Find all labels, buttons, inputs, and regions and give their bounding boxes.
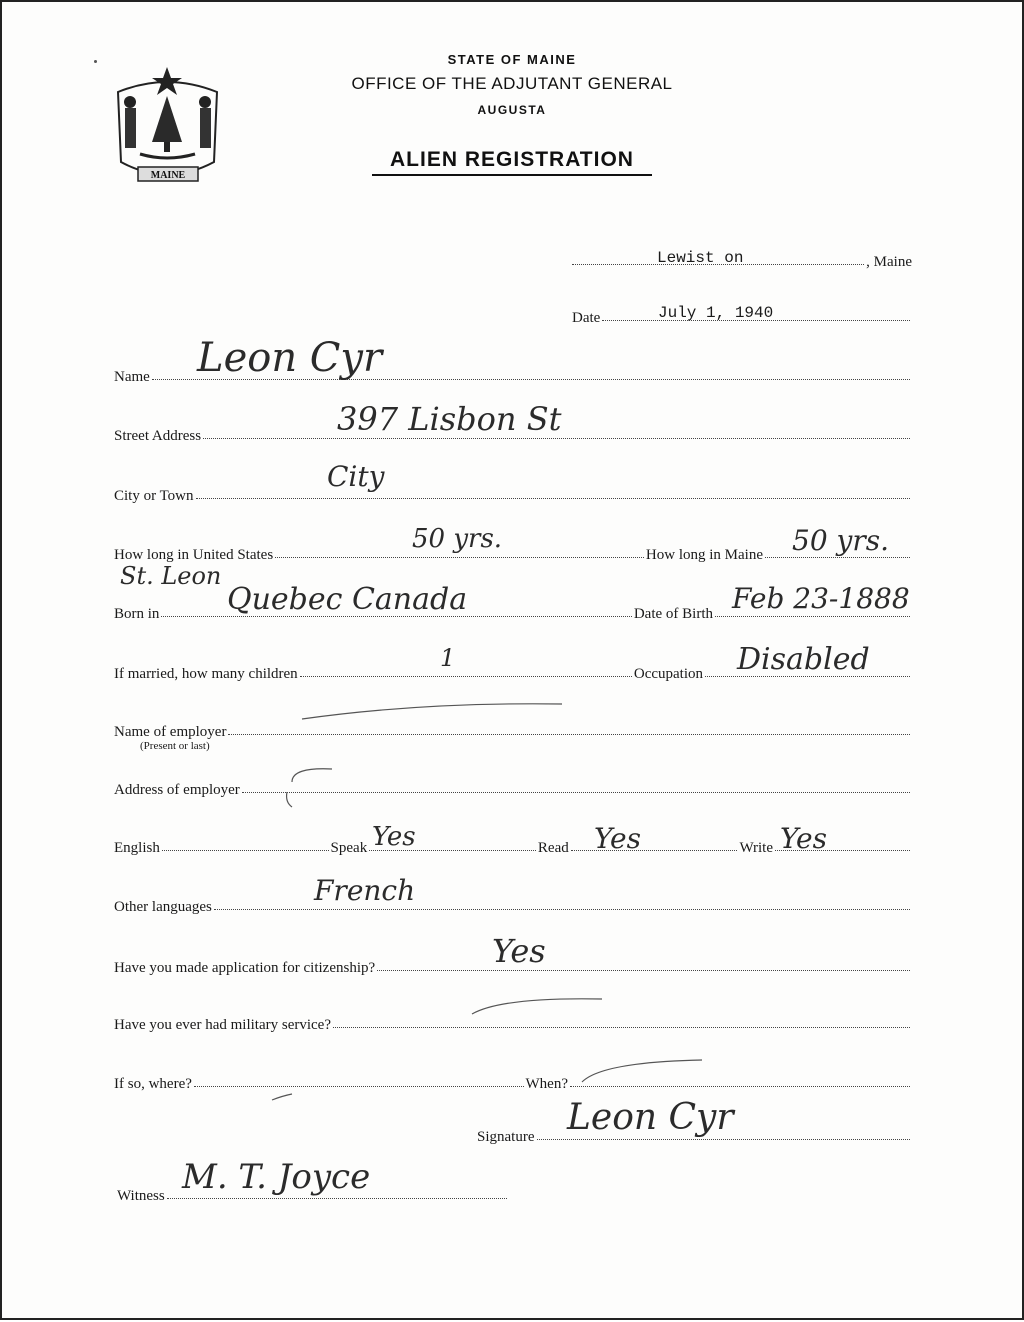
other-languages-value: French bbox=[314, 874, 416, 907]
witness-label: Witness bbox=[117, 1188, 165, 1204]
signature-label: Signature bbox=[477, 1129, 535, 1145]
employer-row bbox=[114, 724, 912, 741]
occupation-value: Disabled bbox=[737, 642, 870, 677]
born-in-label: Born in bbox=[114, 606, 160, 622]
header-office: OFFICE OF THE ADJUTANT GENERAL bbox=[351, 74, 673, 93]
scan-speck bbox=[94, 60, 97, 63]
how-long-us-value: 50 yrs. bbox=[412, 524, 503, 554]
how-long-us-label: How long in United States bbox=[114, 547, 274, 563]
how-long-maine-value: 50 yrs. bbox=[792, 524, 890, 557]
street-label: Street Address bbox=[114, 428, 202, 444]
where-when-row bbox=[114, 1076, 912, 1093]
form-title: ALIEN REGISTRATION bbox=[372, 148, 652, 176]
dob-label: Date of Birth bbox=[633, 606, 713, 622]
employer-label: Name of employer bbox=[114, 724, 227, 740]
speak-value: Yes bbox=[372, 822, 416, 852]
state-of-maine-seal bbox=[110, 62, 225, 192]
citizenship-value: Yes bbox=[492, 932, 546, 970]
military-row bbox=[114, 1017, 912, 1034]
how-long-maine-label: How long in Maine bbox=[645, 547, 763, 563]
maine-label: , Maine bbox=[866, 254, 912, 270]
date-label: Date bbox=[572, 310, 601, 326]
employer-address-label: Address of employer bbox=[114, 782, 240, 798]
occupation-label: Occupation bbox=[633, 666, 703, 682]
read-label: Read bbox=[537, 840, 569, 856]
seal-motto: MAINE bbox=[150, 170, 186, 181]
city-label: City or Town bbox=[114, 488, 194, 504]
read-value: Yes bbox=[594, 822, 641, 855]
when-label: When? bbox=[525, 1076, 568, 1092]
dob-value: Feb 23-1888 bbox=[732, 582, 910, 615]
place-value: Lewist on bbox=[657, 249, 744, 267]
city-value: City bbox=[327, 460, 385, 493]
signature-value: Leon Cyr bbox=[567, 1097, 734, 1138]
employer-address-row bbox=[114, 782, 912, 799]
born-town-value: St. Leon bbox=[120, 562, 222, 590]
children-value: 1 bbox=[440, 644, 456, 672]
witness-value: M. T. Joyce bbox=[182, 1157, 371, 1197]
employer-sub-label: (Present or last) bbox=[140, 740, 210, 752]
english-label: English bbox=[114, 840, 160, 856]
where-label: If so, where? bbox=[114, 1076, 192, 1092]
write-label: Write bbox=[739, 840, 773, 856]
name-label: Name bbox=[114, 369, 150, 385]
write-value: Yes bbox=[780, 822, 827, 855]
street-value: 397 Lisbon St bbox=[337, 400, 562, 438]
speak-label: Speak bbox=[330, 840, 368, 856]
military-label: Have you ever had military service? bbox=[114, 1017, 331, 1033]
born-in-value: Quebec Canada bbox=[227, 582, 468, 617]
other-languages-row bbox=[114, 899, 912, 916]
children-label: If married, how many children bbox=[114, 666, 298, 682]
header-city: AUGUSTA bbox=[477, 103, 547, 117]
header-state: STATE OF MAINE bbox=[447, 52, 577, 67]
other-languages-label: Other languages bbox=[114, 899, 212, 915]
city-row bbox=[114, 488, 912, 505]
citizenship-label: Have you made application for citizenship? bbox=[114, 960, 376, 976]
date-value: July 1, 1940 bbox=[658, 304, 774, 322]
name-value: Leon Cyr bbox=[197, 335, 383, 381]
pen-strokes bbox=[2, 2, 1024, 1322]
